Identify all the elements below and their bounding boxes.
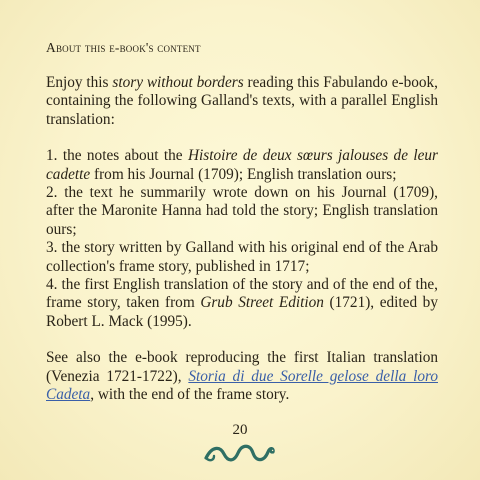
see-also-pre: See also the e-book reproducing the first Italian translation (Venezia 1721-1722), <box>46 349 438 385</box>
page-number: 20 <box>232 422 248 438</box>
list-item <box>46 239 438 276</box>
see-also-paragraph <box>46 349 438 404</box>
page-content <box>46 40 438 423</box>
intro-em: story without borders <box>112 74 244 91</box>
item-4-post: (1721), edited by Robert L. Mack (1995). <box>46 294 438 330</box>
item-1-pre: 1. the notes about the <box>46 147 188 165</box>
item-1-em: Histoire de deux sœurs jalouses de leur cadette <box>46 147 438 183</box>
see-also-post: , with the end of the frame story. <box>90 386 290 404</box>
italian-translation-link[interactable]: Storia di due Sorelle gelose della loro Cadeta <box>46 367 438 404</box>
intro-paragraph <box>46 74 438 129</box>
item-3-pre: 3. the story written by Galland with his original end of the Arab collection's frame story, published in 1717; <box>46 239 438 275</box>
section-heading: About this e-book's content <box>46 40 201 55</box>
item-4-em: Grub Street Edition <box>200 294 324 312</box>
item-2-pre: 2. the text he summarily wrote down on his Journal (1709), after the Maronite Hanna had told the story; English translation ours; <box>46 184 438 238</box>
intro-post: reading this Fabulando e-book, containing the following Galland's texts, with a parallel English translation: <box>46 74 438 128</box>
intro-pre: Enjoy this <box>46 74 113 91</box>
items-list <box>46 147 438 331</box>
list-item <box>46 184 438 239</box>
serpent-ornament-icon <box>202 440 276 466</box>
item-4-pre: 4. the first English translation of the story and of the end of the, frame story, taken from <box>46 276 438 312</box>
body-text <box>46 74 438 405</box>
list-item <box>46 276 438 331</box>
item-1-post: from his Journal (1709); English translation ours; <box>90 165 397 183</box>
list-item <box>46 147 438 184</box>
